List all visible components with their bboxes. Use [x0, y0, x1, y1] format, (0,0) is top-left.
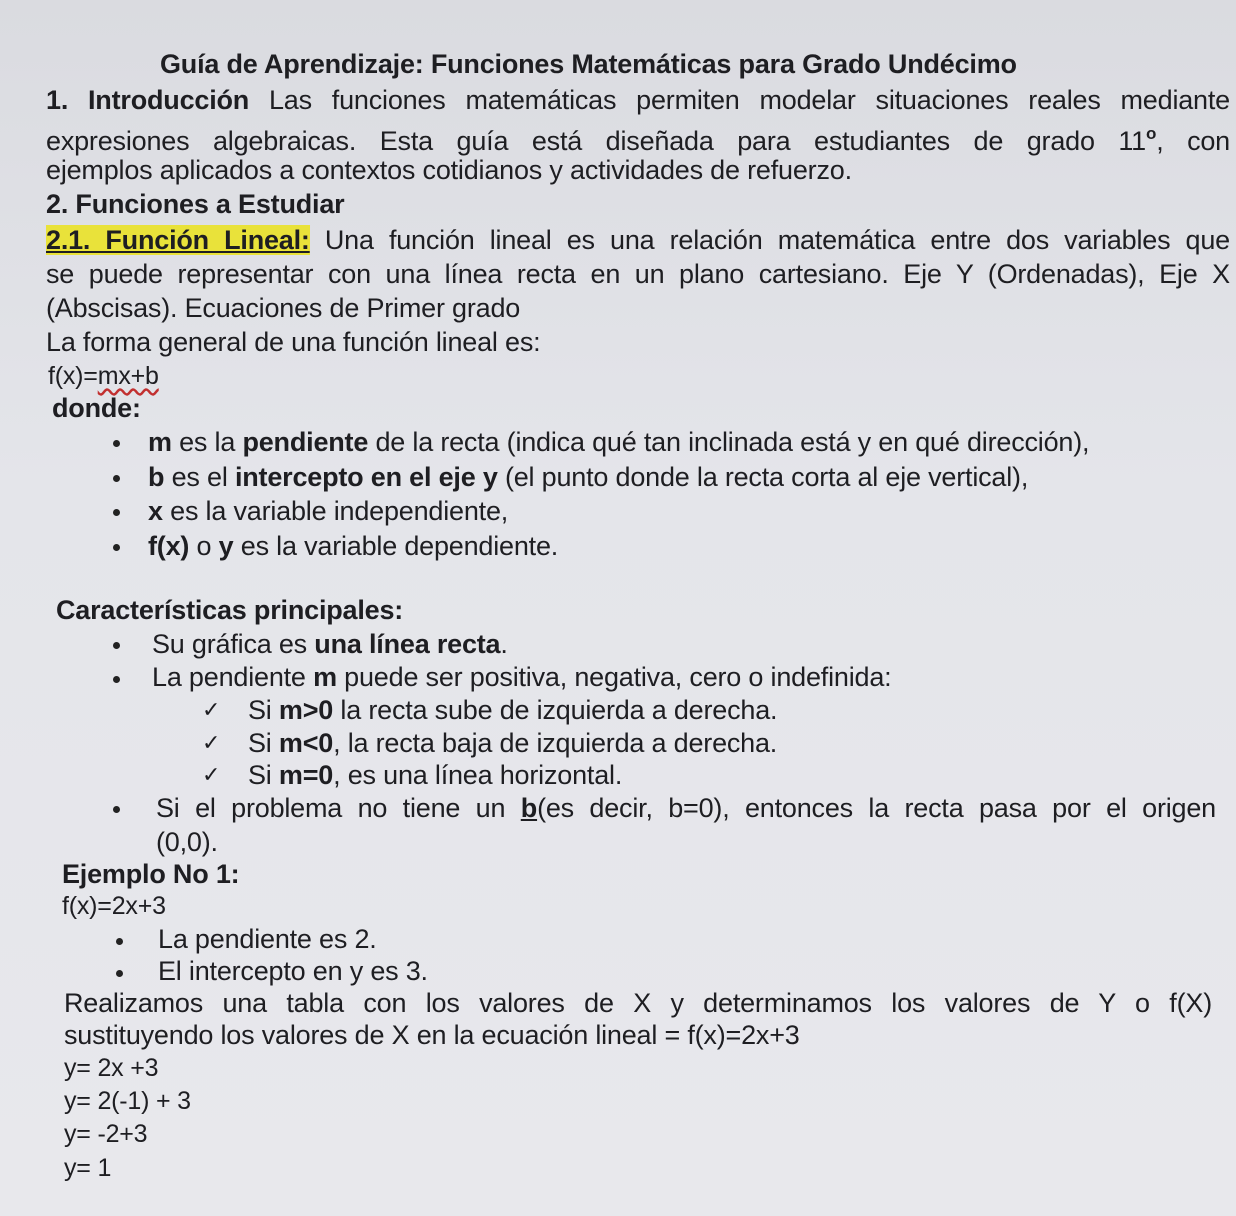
- checkmark-icon: ✓: [202, 730, 221, 755]
- char-item-3-line-2: (0,0).: [156, 827, 218, 857]
- linear-line-1: 2.1. Función Lineal: Una función lineal es una relación matemática entre dos variables que: [46, 225, 1230, 255]
- char-item-2: La pendiente m puede ser positiva, negativa, cero o indefinida:: [152, 662, 892, 692]
- linear-line-3: (Abscisas). Ecuaciones de Primer grado: [46, 293, 521, 323]
- check-item-3: Si m=0, es una línea horizontal.: [248, 760, 623, 790]
- example-bullet-2: El intercepto en y es 3.: [158, 956, 428, 986]
- checkmark-icon: ✓: [202, 697, 221, 722]
- bullet-icon: [113, 642, 120, 649]
- step-line: y= 1: [64, 1154, 112, 1182]
- section-2-heading: 2. Funciones a Estudiar: [46, 189, 345, 219]
- check-item-1: Si m>0 la recta sube de izquierda a derecha.: [248, 695, 778, 725]
- def-item-fx: f(x) o y es la variable dependiente.: [148, 531, 559, 561]
- general-formula: f(x)=mx+b: [48, 362, 159, 390]
- linear-line-2: se puede representar con una línea recta en un plano cartesiano. Eje Y (Ordenadas), Eje X: [46, 259, 1230, 289]
- step-line: y= -2+3: [64, 1120, 148, 1148]
- intro-line-1: 1. Introducción Las funciones matemáticas permiten modelar situaciones reales mediante: [46, 85, 1230, 115]
- example-heading: Ejemplo No 1:: [62, 859, 240, 889]
- char-item-1: Su gráfica es una línea recta.: [152, 629, 508, 659]
- char-item-3: Si el problema no tiene un b(es decir, b=0), entonces la recta pasa por el origen: [156, 793, 1216, 823]
- checkmark-icon: ✓: [202, 762, 221, 787]
- example-formula: f(x)=2x+3: [62, 892, 166, 920]
- general-form-label: La forma general de una función lineal es:: [46, 327, 541, 357]
- step-line: y= 2(-1) + 3: [64, 1087, 191, 1115]
- def-item-x: x es la variable independiente,: [148, 496, 509, 526]
- intro-line-2: expresiones algebraicas. Esta guía está diseñada para estudiantes de grado 11$^o$, con: [46, 124, 1230, 156]
- example-paragraph-line-1: Realizamos una tabla con los valores de X y determinamos los valores de Y o f(X): [64, 988, 1212, 1018]
- example-paragraph-line-2: sustituyendo los valores de X en la ecuación lineal = f(x)=2x+3: [64, 1020, 800, 1050]
- check-item-2: Si m<0, la recta baja de izquierda a derecha.: [248, 728, 778, 758]
- def-item-m: m es la pendiente de la recta (indica qué tan inclinada está y en qué dirección),: [148, 427, 1090, 457]
- bullet-icon: [113, 475, 120, 482]
- bullet-icon: [116, 938, 123, 945]
- bullet-icon: [116, 970, 123, 977]
- step-line: y= 2x +3: [64, 1054, 159, 1082]
- bullet-icon: [113, 806, 120, 813]
- bullet-icon: [113, 544, 120, 551]
- intro-heading: 1. Introducción: [46, 85, 250, 115]
- bullet-icon: [113, 440, 120, 447]
- document-title: Guía de Aprendizaje: Funciones Matemáticas para Grado Undécimo: [160, 49, 1017, 79]
- characteristics-heading: Características principales:: [56, 595, 404, 625]
- example-bullet-1: La pendiente es 2.: [158, 924, 377, 954]
- bullet-icon: [113, 676, 120, 683]
- def-item-b: b es el intercepto en el eje y (el punto donde la recta corta al eje vertical),: [148, 462, 1029, 492]
- donde-label: donde:: [52, 393, 141, 423]
- intro-line-3: ejemplos aplicados a contextos cotidianos y actividades de refuerzo.: [46, 155, 852, 185]
- linear-heading: 2.1. Función Lineal:: [46, 225, 310, 255]
- bullet-icon: [113, 509, 120, 516]
